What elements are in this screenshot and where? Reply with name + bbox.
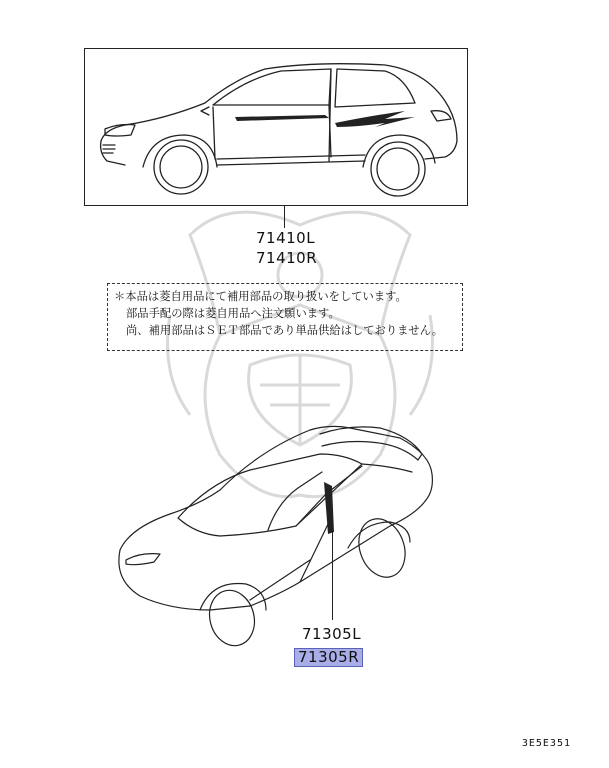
hatchback-car-drawing [85, 49, 469, 207]
part-number-71410l[interactable]: 71410L [256, 229, 316, 247]
note-line-2: 部品手配の際は菱自用品へ注文願います。 [126, 307, 340, 320]
part-number-71305l[interactable]: 71305L [302, 625, 362, 643]
part-number-71305r[interactable]: 71305R [294, 648, 363, 667]
leader-line-bottom [332, 530, 333, 620]
diagram-code: 3E5E351 [521, 738, 571, 749]
note-line-1: ＊本品は菱自用品にて補用部品の取り扱いをしています。 [114, 290, 407, 303]
part-number-71410r[interactable]: 71410R [256, 249, 318, 267]
supply-note-box [107, 283, 463, 351]
leader-line-top [284, 206, 285, 228]
sedan-car-drawing [100, 410, 460, 660]
note-line-3: 尚、補用部品はＳＥＴ部品であり単品供給はしておりません。 [126, 324, 443, 337]
hatchback-illustration-frame [84, 48, 468, 206]
pillar-moulding-part [324, 482, 334, 534]
